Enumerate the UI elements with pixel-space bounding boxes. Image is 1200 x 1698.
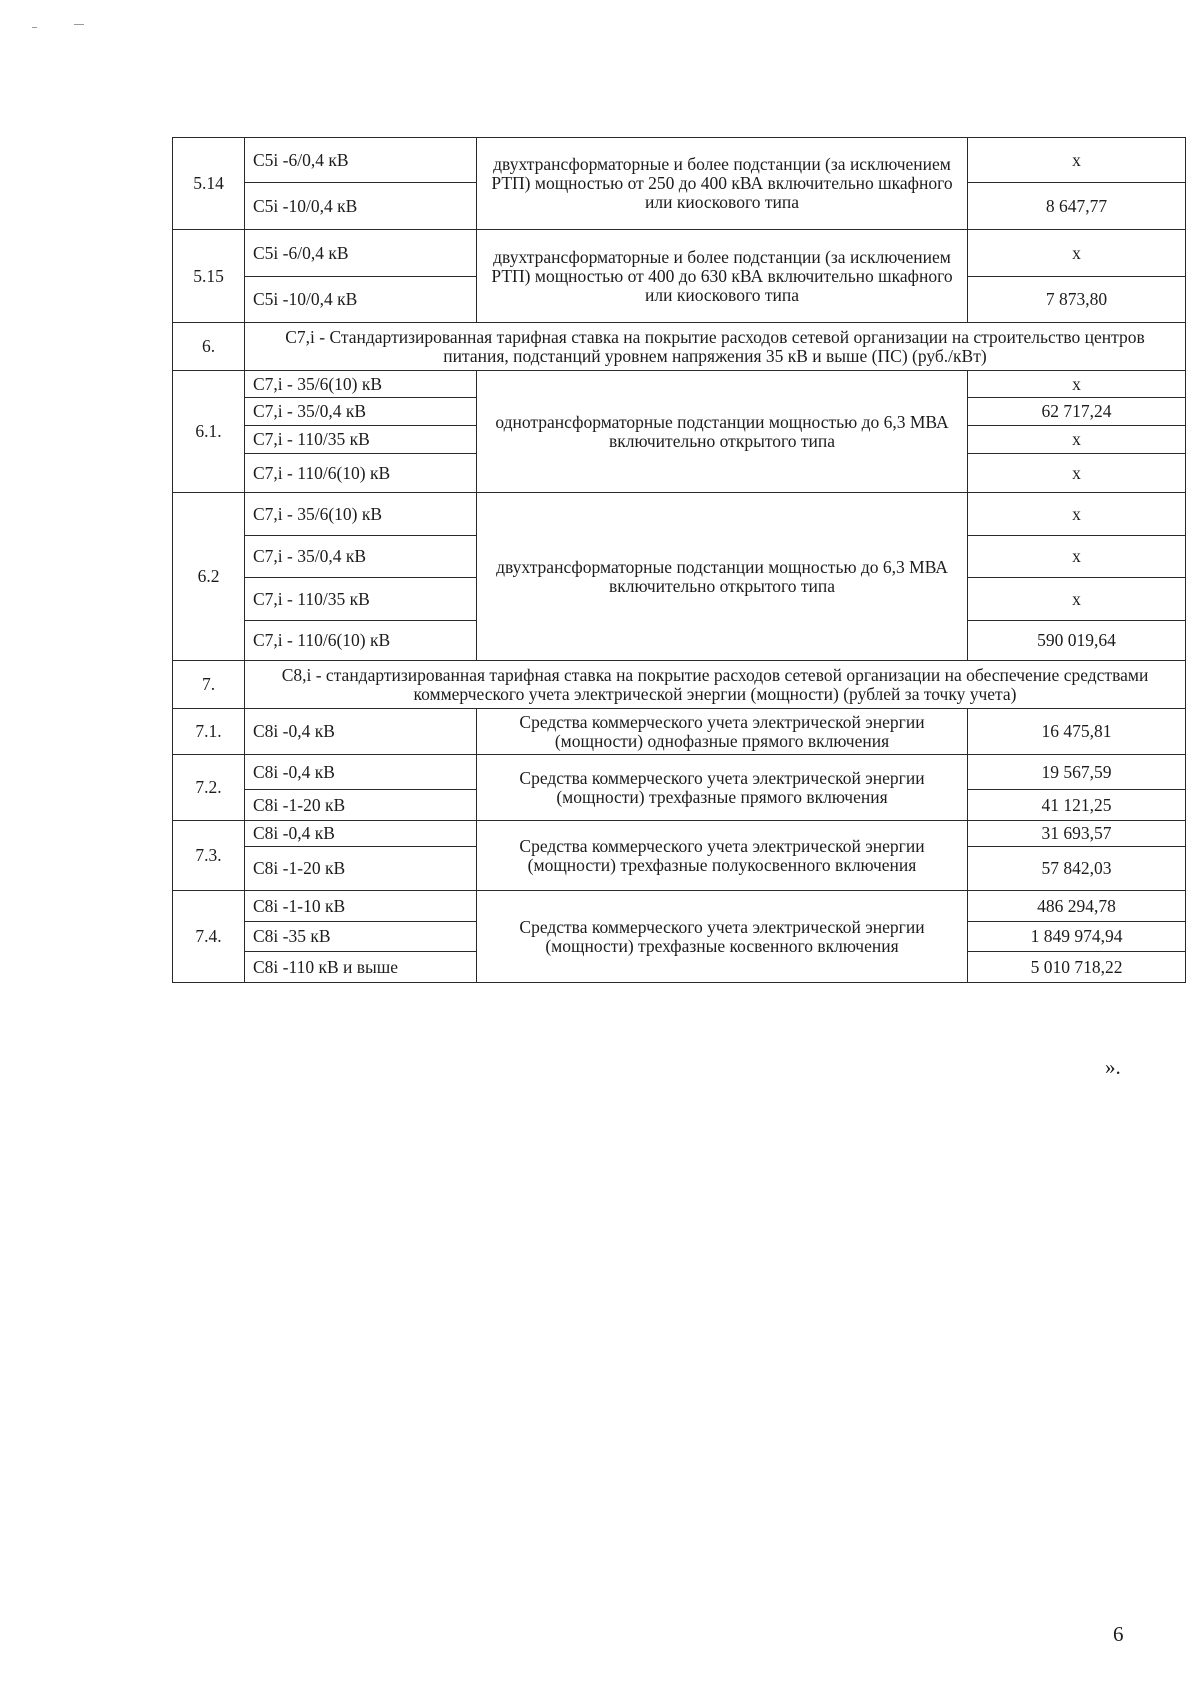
rate-code: C8i -1-20 кВ xyxy=(245,847,477,891)
rate-code: C8i -0,4 кВ xyxy=(245,755,477,790)
rate-code: C8i -110 кВ и выше xyxy=(245,952,477,983)
rate-value: 8 647,77 xyxy=(968,183,1186,230)
rate-value: 31 693,57 xyxy=(968,821,1186,847)
rate-description: двухтрансформаторные и более подстанции (за исключением РТП) мощностью от 250 до 400 кВА включительно шкафного или киоскового типа xyxy=(477,138,968,230)
rate-code: C5i -6/0,4 кВ xyxy=(245,230,477,277)
rate-code: C7,i - 35/6(10) кВ xyxy=(245,371,477,398)
rate-value: 62 717,24 xyxy=(968,398,1186,426)
rate-value: 5 010 718,22 xyxy=(968,952,1186,983)
rate-description: двухтрансформаторные и более подстанции (за исключением РТП) мощностью от 400 до 630 кВА включительно шкафного или киоскового типа xyxy=(477,230,968,323)
rate-code: C8i -0,4 кВ xyxy=(245,821,477,847)
rate-value: 590 019,64 xyxy=(968,621,1186,661)
table-row xyxy=(173,891,1186,922)
rate-description: однотрансформаторные подстанции мощностью до 6,3 МВА включительно открытого типа xyxy=(477,371,968,493)
rate-value: 57 842,03 xyxy=(968,847,1186,891)
row-number: 6. xyxy=(173,323,245,371)
scan-artifact xyxy=(74,24,84,25)
rate-value: x xyxy=(968,536,1186,578)
row-number: 5.14 xyxy=(173,138,245,230)
row-number: 7.2. xyxy=(173,755,245,821)
section-title: C7,i - Стандартизированная тарифная ставка на покрытие расходов сетевой организации на строительство центров питания, подстанций уровнем напряжения 35 кВ и выше (ПС) (руб./кВт) xyxy=(245,323,1186,371)
rate-value: x xyxy=(968,493,1186,536)
row-number: 6.2 xyxy=(173,493,245,661)
table-row xyxy=(173,138,1186,183)
rate-value: x xyxy=(968,454,1186,493)
rate-code: C8i -1-10 кВ xyxy=(245,891,477,922)
row-number: 5.15 xyxy=(173,230,245,323)
rate-code: C7,i - 35/0,4 кВ xyxy=(245,536,477,578)
closing-quote-mark: ». xyxy=(1105,1055,1121,1079)
row-number: 7.1. xyxy=(173,709,245,755)
table-row xyxy=(173,371,1186,398)
rate-code: C8i -0,4 кВ xyxy=(245,709,477,755)
scan-artifact xyxy=(32,27,37,28)
rate-value: 41 121,25 xyxy=(968,790,1186,821)
rate-value: x xyxy=(968,578,1186,621)
section-header-row xyxy=(173,323,1186,371)
rate-description: Средства коммерческого учета электрической энергии (мощности) трехфазные прямого включения xyxy=(477,755,968,821)
rate-description: Средства коммерческого учета электрической энергии (мощности) трехфазные косвенного включения xyxy=(477,891,968,983)
rate-value: x xyxy=(968,138,1186,183)
table-row xyxy=(173,755,1186,790)
rate-code: C5i -6/0,4 кВ xyxy=(245,138,477,183)
rate-value: 7 873,80 xyxy=(968,277,1186,323)
section-title: C8,i - стандартизированная тарифная ставка на покрытие расходов сетевой организации на обеспечение средствами коммерческого учета электрической энергии (мощности) (рублей за точку учета) xyxy=(245,661,1186,709)
rate-value: 19 567,59 xyxy=(968,755,1186,790)
rate-code: C7,i - 35/0,4 кВ xyxy=(245,398,477,426)
rate-code: C8i -1-20 кВ xyxy=(245,790,477,821)
page-number: 6 xyxy=(1113,1622,1124,1646)
row-number: 6.1. xyxy=(173,371,245,493)
table-row xyxy=(173,230,1186,277)
rate-value: x xyxy=(968,426,1186,454)
row-number: 7.3. xyxy=(173,821,245,891)
rate-description: Средства коммерческого учета электрической энергии (мощности) трехфазные полукосвенного включения xyxy=(477,821,968,891)
rate-value: 16 475,81 xyxy=(968,709,1186,755)
rate-code: C7,i - 110/35 кВ xyxy=(245,578,477,621)
rate-code: C7,i - 35/6(10) кВ xyxy=(245,493,477,536)
table-row xyxy=(173,821,1186,847)
rate-code: C5i -10/0,4 кВ xyxy=(245,183,477,230)
rate-description: двухтрансформаторные подстанции мощностью до 6,3 МВА включительно открытого типа xyxy=(477,493,968,661)
rate-code: C7,i - 110/6(10) кВ xyxy=(245,454,477,493)
rate-value: 1 849 974,94 xyxy=(968,922,1186,952)
row-number: 7.4. xyxy=(173,891,245,983)
table-row xyxy=(173,709,1186,755)
tariff-table xyxy=(172,137,1186,983)
rate-code: C8i -35 кВ xyxy=(245,922,477,952)
rate-value: 486 294,78 xyxy=(968,891,1186,922)
rate-value: x xyxy=(968,371,1186,398)
rate-code: C7,i - 110/35 кВ xyxy=(245,426,477,454)
rate-value: x xyxy=(968,230,1186,277)
rate-code: C5i -10/0,4 кВ xyxy=(245,277,477,323)
section-header-row xyxy=(173,661,1186,709)
row-number: 7. xyxy=(173,661,245,709)
rate-description: Средства коммерческого учета электрической энергии (мощности) однофазные прямого включения xyxy=(477,709,968,755)
rate-code: C7,i - 110/6(10) кВ xyxy=(245,621,477,661)
table-row xyxy=(173,493,1186,536)
